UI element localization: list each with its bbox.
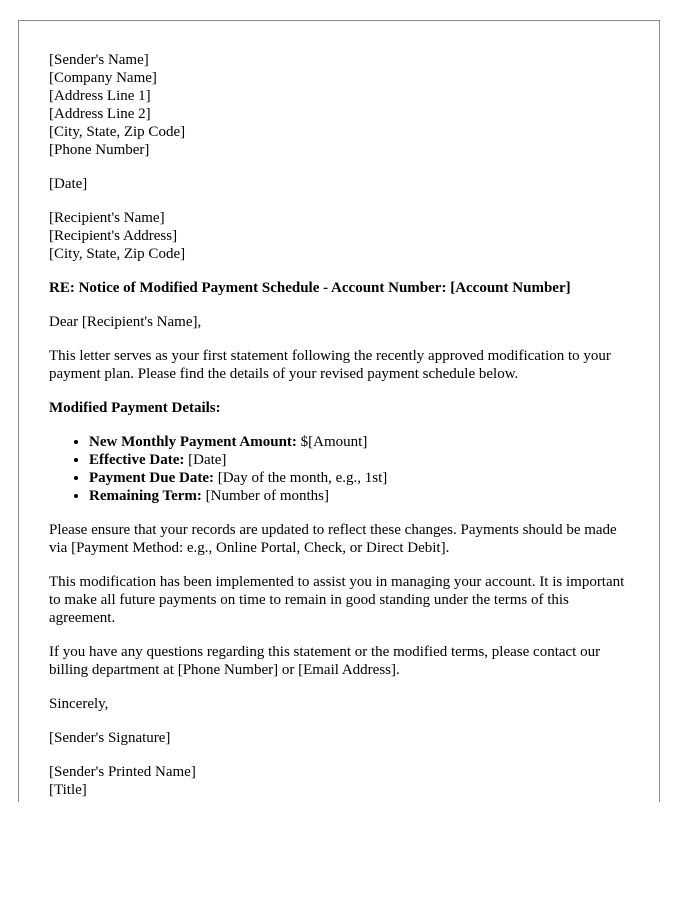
detail-value: [Number of months]: [201, 488, 329, 504]
sender-name: [Sender's Name]: [49, 52, 149, 68]
letter-page: [18, 20, 660, 802]
recipient-address-block: [49, 209, 629, 263]
questions-paragraph: If you have any questions regarding this statement or the modified terms, please contact our billing department at [Phone Number] or [Email Address].: [49, 644, 601, 678]
list-item-effective-date: [89, 451, 629, 469]
recipient-city-state-zip: [City, State, Zip Code]: [49, 246, 186, 262]
sender-address-block: [49, 51, 629, 159]
intro-paragraph: This letter serves as your first statement following the recently approved modification to your payment plan. Please find the details of your revised payment schedule below.: [49, 348, 611, 382]
sender-address-line-1: [Address Line 1]: [49, 88, 151, 104]
detail-term: Effective Date:: [89, 452, 185, 468]
detail-term: Remaining Term:: [89, 488, 202, 504]
detail-value: $[Amount]: [296, 434, 368, 450]
sender-address-line-2: [Address Line 2]: [49, 106, 151, 122]
letter-date: [Date]: [49, 176, 88, 192]
detail-term: New Monthly Payment Amount:: [89, 434, 297, 450]
modification-paragraph: This modification has been implemented to assist you in managing your account. It is important to make all future payments on time to remain in good standing under the terms of this agreement.: [49, 574, 625, 626]
details-heading: Modified Payment Details:: [49, 400, 221, 416]
records-paragraph: Please ensure that your records are updated to reflect these changes. Payments should be made via [Payment Method: e.g., Online Portal, Check, or Direct Debit].: [49, 522, 617, 556]
subject-line: RE: Notice of Modified Payment Schedule - Account Number: [Account Number]: [49, 280, 571, 296]
recipient-name: [Recipient's Name]: [49, 210, 165, 226]
detail-term: Payment Due Date:: [89, 470, 214, 486]
detail-value: [Date]: [184, 452, 227, 468]
sender-signoff-block: [49, 763, 629, 799]
sender-city-state-zip: [City, State, Zip Code]: [49, 124, 186, 140]
payment-details-list: [49, 433, 629, 505]
signature-placeholder: [Sender's Signature]: [49, 730, 171, 746]
sender-phone: [Phone Number]: [49, 142, 150, 158]
list-item-remaining-term: [89, 487, 629, 505]
closing: Sincerely,: [49, 696, 109, 712]
detail-value: [Day of the month, e.g., 1st]: [213, 470, 388, 486]
printed-name: [Sender's Printed Name]: [49, 764, 196, 780]
list-item-due-date: [89, 469, 629, 487]
recipient-address: [Recipient's Address]: [49, 228, 178, 244]
list-item-monthly-payment: [89, 433, 629, 451]
sender-company: [Company Name]: [49, 70, 157, 86]
salutation: Dear [Recipient's Name],: [49, 314, 202, 330]
sender-title: [Title]: [49, 782, 87, 798]
